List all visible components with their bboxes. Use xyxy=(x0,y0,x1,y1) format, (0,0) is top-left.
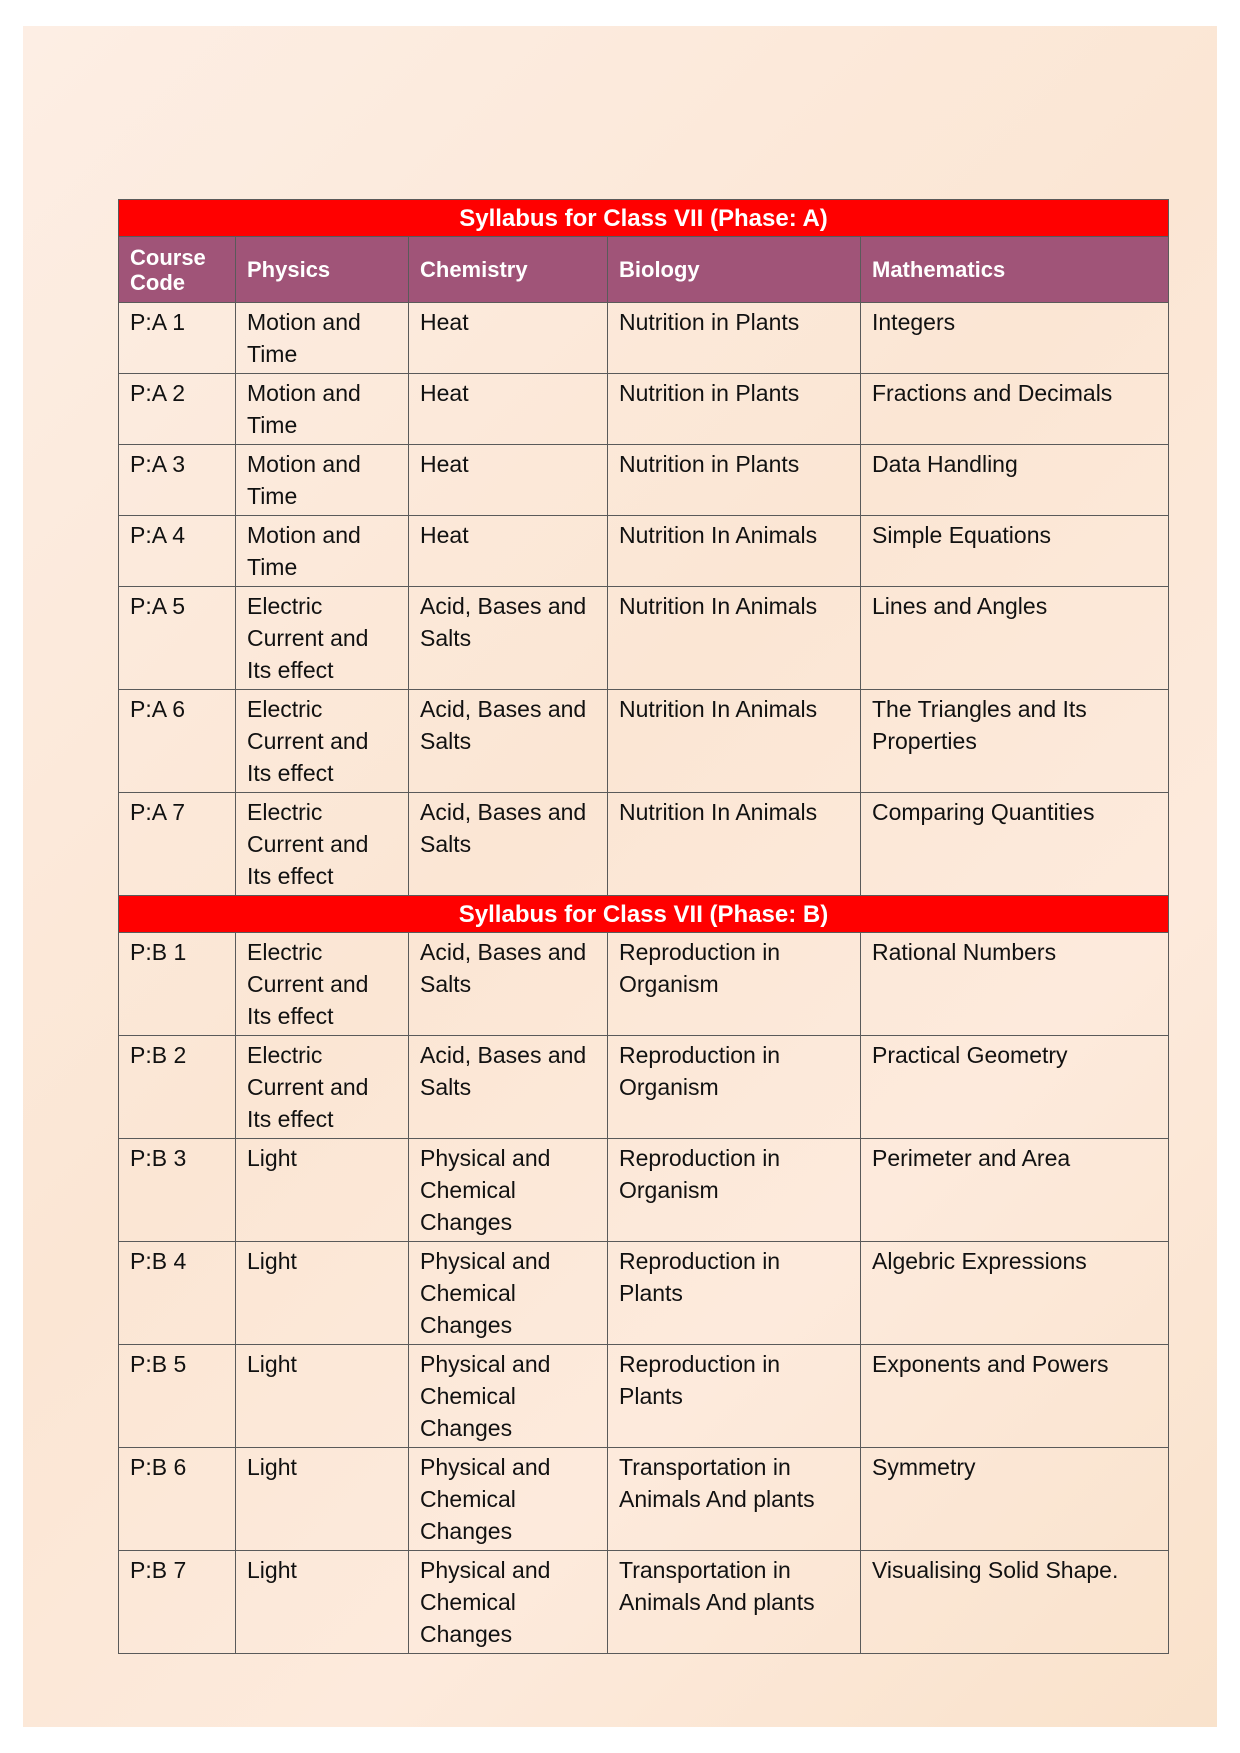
mathematics-cell: Fractions and Decimals xyxy=(861,374,1169,445)
header-chemistry: Chemistry xyxy=(409,237,608,303)
table-row xyxy=(119,445,1169,516)
course-code-cell: P:A 3 xyxy=(119,445,236,516)
table-row xyxy=(119,1242,1169,1345)
syllabus-table xyxy=(118,199,1169,1654)
header-mathematics: Mathematics xyxy=(861,237,1169,303)
chemistry-cell: Acid, Bases and Salts xyxy=(409,1036,608,1139)
physics-cell: Electric Current and Its effect xyxy=(236,587,409,690)
phase-b-banner xyxy=(119,896,1169,933)
physics-cell: Motion and Time xyxy=(236,516,409,587)
mathematics-cell: Visualising Solid Shape. xyxy=(861,1551,1169,1654)
chemistry-cell: Heat xyxy=(409,445,608,516)
course-code-cell: P:A 1 xyxy=(119,303,236,374)
chemistry-cell: Heat xyxy=(409,516,608,587)
course-code-cell: P:B 7 xyxy=(119,1551,236,1654)
document-page xyxy=(23,26,1217,1727)
physics-cell: Light xyxy=(236,1551,409,1654)
table-row xyxy=(119,1345,1169,1448)
biology-cell: Reproduction in Organism xyxy=(608,1036,861,1139)
course-code-cell: P:B 6 xyxy=(119,1448,236,1551)
biology-cell: Nutrition in Plants xyxy=(608,303,861,374)
physics-cell: Motion and Time xyxy=(236,374,409,445)
physics-cell: Motion and Time xyxy=(236,303,409,374)
biology-cell: Transportation in Animals And plants xyxy=(608,1448,861,1551)
course-code-cell: P:B 1 xyxy=(119,933,236,1036)
mathematics-cell: Practical Geometry xyxy=(861,1036,1169,1139)
chemistry-cell: Acid, Bases and Salts xyxy=(409,793,608,896)
chemistry-cell: Acid, Bases and Salts xyxy=(409,690,608,793)
mathematics-cell: Lines and Angles xyxy=(861,587,1169,690)
course-code-cell: P:A 7 xyxy=(119,793,236,896)
course-code-cell: P:A 6 xyxy=(119,690,236,793)
biology-cell: Reproduction in Organism xyxy=(608,1139,861,1242)
physics-cell: Electric Current and Its effect xyxy=(236,793,409,896)
biology-cell: Reproduction in Plants xyxy=(608,1345,861,1448)
physics-cell: Electric Current and Its effect xyxy=(236,933,409,1036)
mathematics-cell: Integers xyxy=(861,303,1169,374)
table-row xyxy=(119,1139,1169,1242)
course-code-cell: P:B 3 xyxy=(119,1139,236,1242)
table-row xyxy=(119,374,1169,445)
chemistry-cell: Heat xyxy=(409,374,608,445)
biology-cell: Reproduction in Plants xyxy=(608,1242,861,1345)
biology-cell: Nutrition In Animals xyxy=(608,690,861,793)
course-code-cell: P:B 4 xyxy=(119,1242,236,1345)
mathematics-cell: The Triangles and Its Properties xyxy=(861,690,1169,793)
physics-cell: Motion and Time xyxy=(236,445,409,516)
table-row xyxy=(119,516,1169,587)
table-row xyxy=(119,690,1169,793)
header-course-code: Course Code xyxy=(119,237,236,303)
biology-cell: Reproduction in Organism xyxy=(608,933,861,1036)
mathematics-cell: Data Handling xyxy=(861,445,1169,516)
chemistry-cell: Acid, Bases and Salts xyxy=(409,933,608,1036)
physics-cell: Light xyxy=(236,1345,409,1448)
biology-cell: Nutrition in Plants xyxy=(608,445,861,516)
physics-cell: Electric Current and Its effect xyxy=(236,1036,409,1139)
chemistry-cell: Physical and Chemical Changes xyxy=(409,1139,608,1242)
mathematics-cell: Rational Numbers xyxy=(861,933,1169,1036)
table-row xyxy=(119,1448,1169,1551)
table-row xyxy=(119,1551,1169,1654)
biology-cell: Nutrition In Animals xyxy=(608,516,861,587)
course-code-cell: P:A 4 xyxy=(119,516,236,587)
mathematics-cell: Comparing Quantities xyxy=(861,793,1169,896)
table-row xyxy=(119,1036,1169,1139)
course-code-cell: P:A 2 xyxy=(119,374,236,445)
mathematics-cell: Symmetry xyxy=(861,1448,1169,1551)
mathematics-cell: Exponents and Powers xyxy=(861,1345,1169,1448)
table-row xyxy=(119,587,1169,690)
course-code-cell: P:B 2 xyxy=(119,1036,236,1139)
physics-cell: Light xyxy=(236,1139,409,1242)
chemistry-cell: Physical and Chemical Changes xyxy=(409,1242,608,1345)
phase-a-banner xyxy=(119,200,1169,237)
table-row xyxy=(119,793,1169,896)
mathematics-cell: Perimeter and Area xyxy=(861,1139,1169,1242)
table-row xyxy=(119,933,1169,1036)
table-row xyxy=(119,303,1169,374)
chemistry-cell: Acid, Bases and Salts xyxy=(409,587,608,690)
course-code-cell: P:B 5 xyxy=(119,1345,236,1448)
physics-cell: Electric Current and Its effect xyxy=(236,690,409,793)
biology-cell: Nutrition In Animals xyxy=(608,793,861,896)
header-biology: Biology xyxy=(608,237,861,303)
mathematics-cell: Algebric Expressions xyxy=(861,1242,1169,1345)
biology-cell: Transportation in Animals And plants xyxy=(608,1551,861,1654)
table-header-row xyxy=(119,237,1169,303)
chemistry-cell: Heat xyxy=(409,303,608,374)
biology-cell: Nutrition In Animals xyxy=(608,587,861,690)
phase-b-title: Syllabus for Class VII (Phase: B) xyxy=(119,896,1169,933)
mathematics-cell: Simple Equations xyxy=(861,516,1169,587)
chemistry-cell: Physical and Chemical Changes xyxy=(409,1551,608,1654)
chemistry-cell: Physical and Chemical Changes xyxy=(409,1448,608,1551)
course-code-cell: P:A 5 xyxy=(119,587,236,690)
chemistry-cell: Physical and Chemical Changes xyxy=(409,1345,608,1448)
phase-a-title: Syllabus for Class VII (Phase: A) xyxy=(119,200,1169,237)
physics-cell: Light xyxy=(236,1242,409,1345)
header-physics: Physics xyxy=(236,237,409,303)
biology-cell: Nutrition in Plants xyxy=(608,374,861,445)
physics-cell: Light xyxy=(236,1448,409,1551)
